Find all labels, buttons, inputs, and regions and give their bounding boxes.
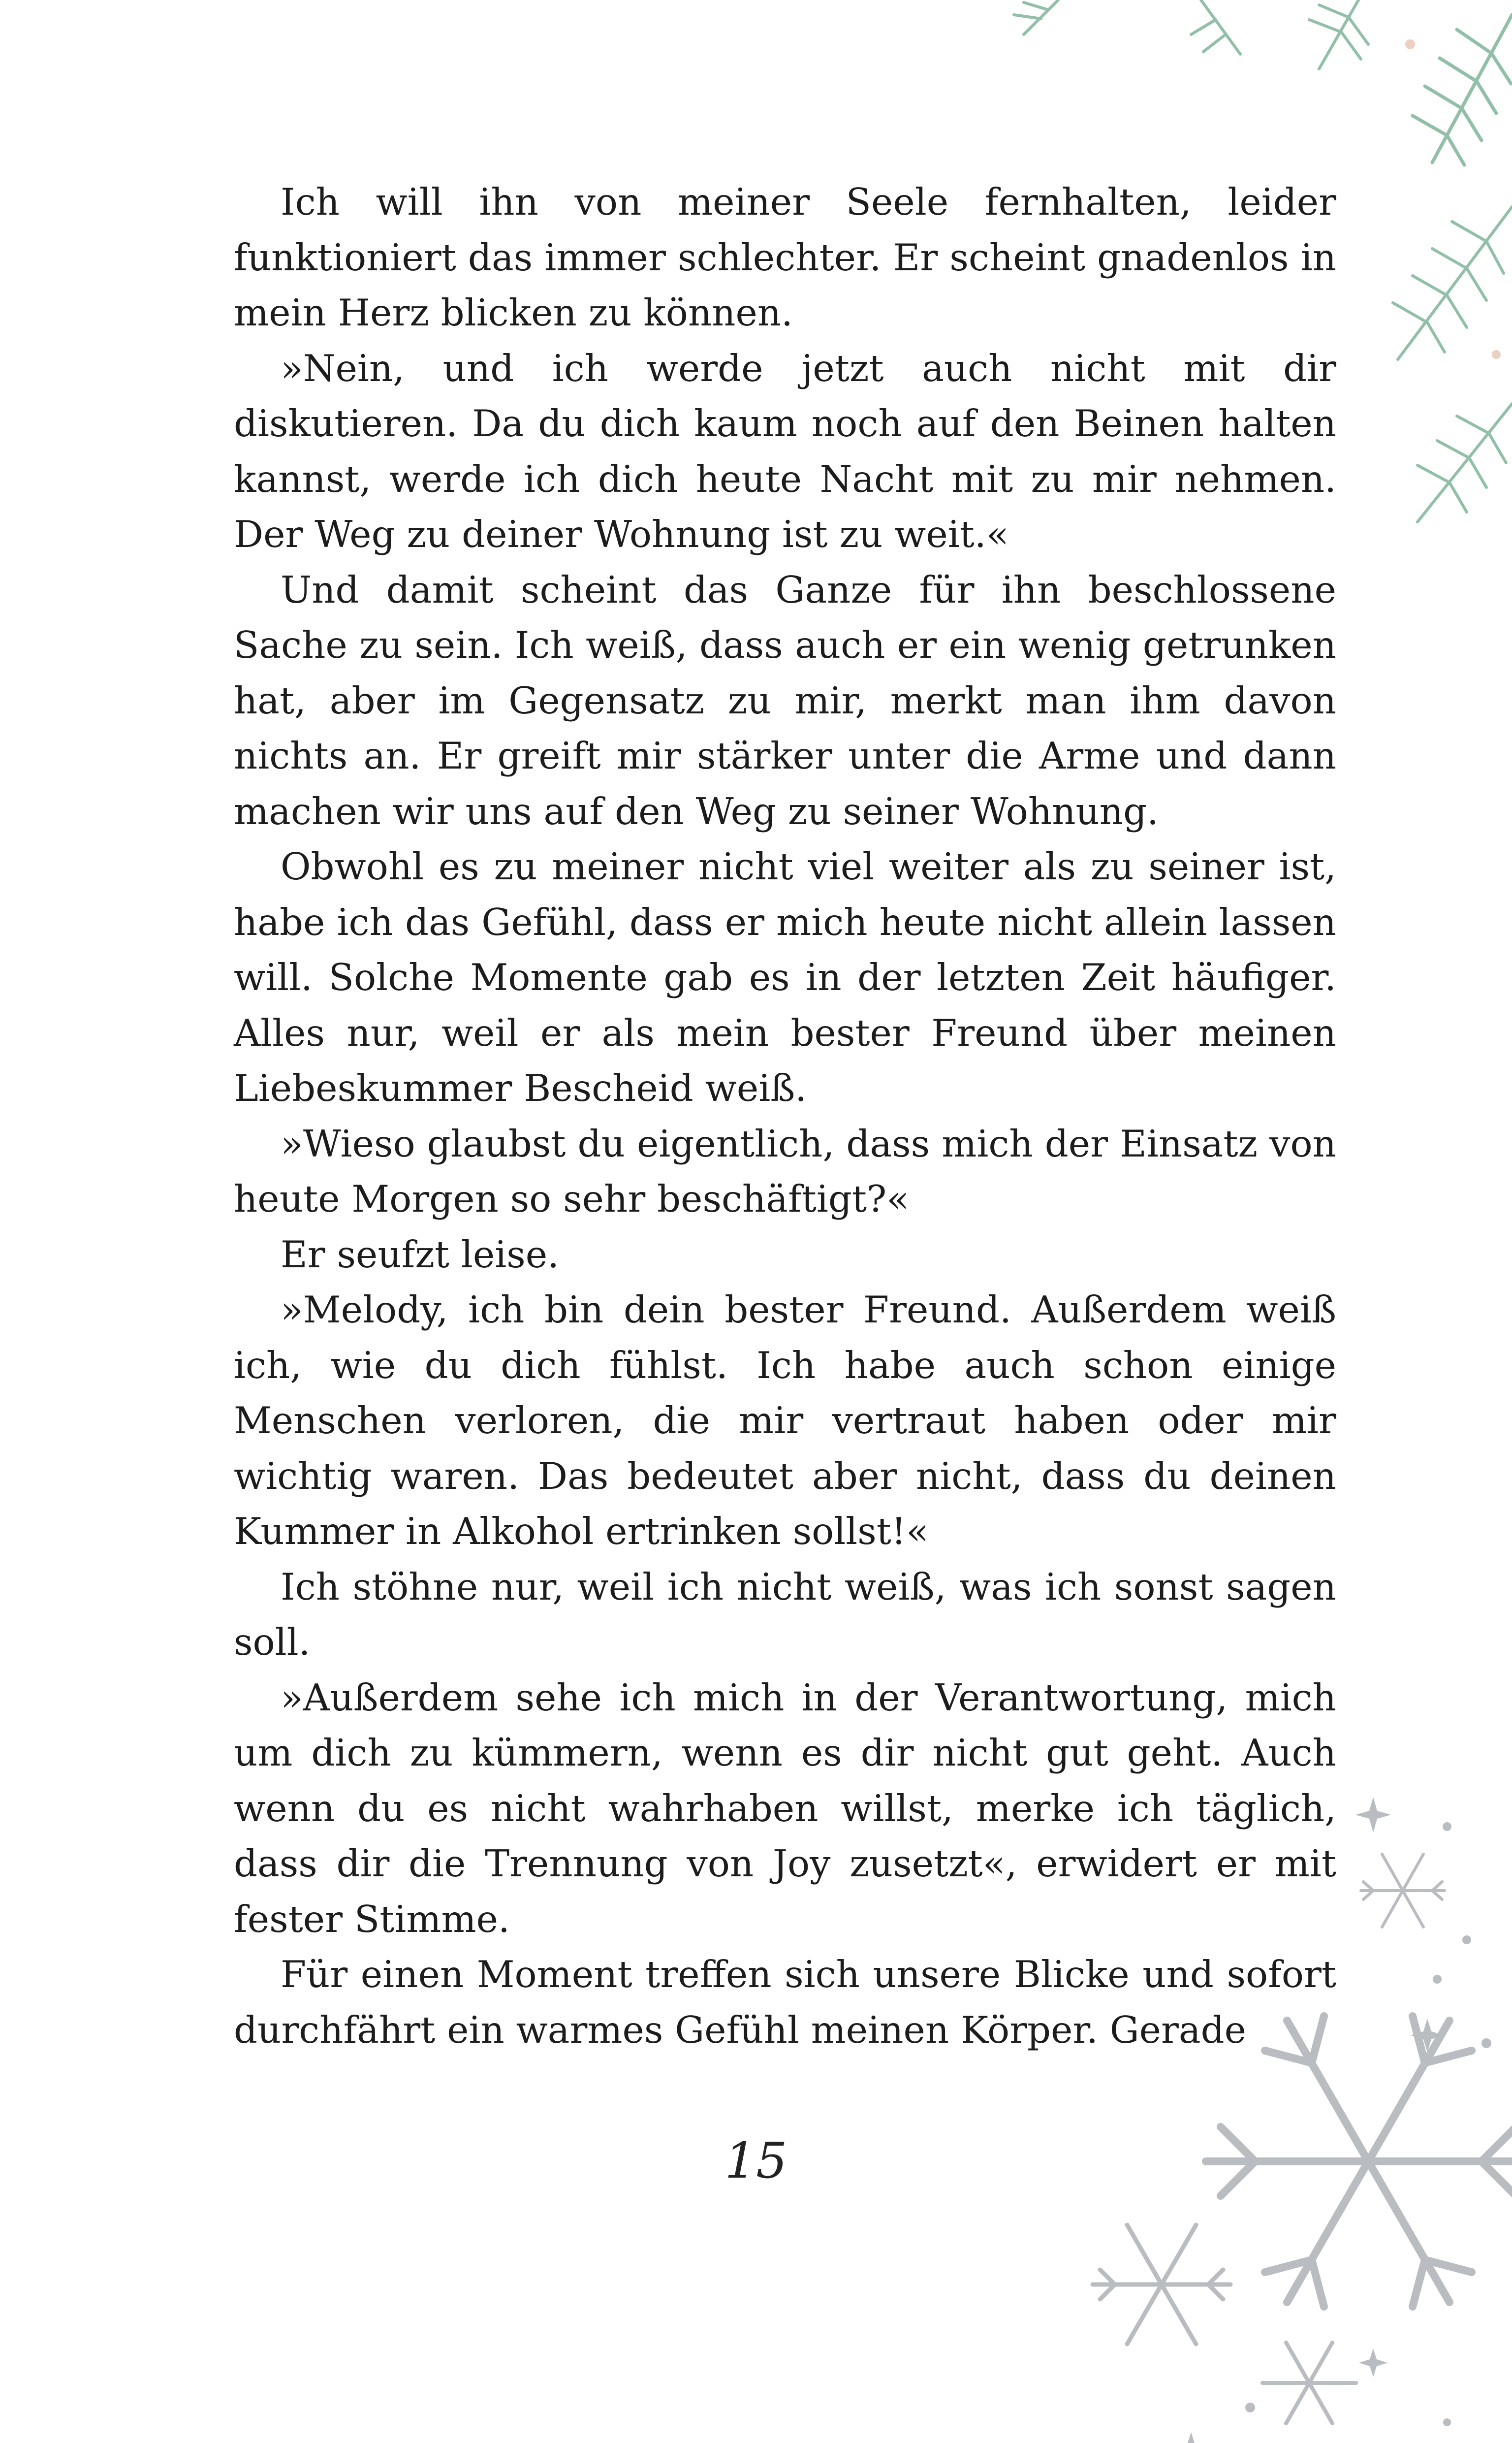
paragraph: Für einen Moment treffen sich unsere Blicke und sofort durchfährt ein warmes Gefühl meinen Körper. Gerade <box>234 1953 1336 2052</box>
body-text <box>234 174 1336 2057</box>
paragraph: »Wieso glaubst du eigentlich, dass mich der Einsatz von heute Morgen so sehr beschäftigt?« <box>234 1122 1336 1221</box>
paragraph: Obwohl es zu meiner nicht viel weiter als zu seiner ist, habe ich das Gefühl, dass er mich heute nicht allein lassen will. Solche Momente gab es in der letzten Zeit häufiger. Alles nur, weil er als mein bester Freund über meinen Liebeskummer Bescheid weiß. <box>234 845 1336 1110</box>
paragraph: »Nein, und ich werde jetzt auch nicht mit dir diskutieren. Da du dich kaum noch auf den Beinen halten kannst, werde ich dich heute Nacht mit zu mir nehmen. Der Weg zu deiner Wohnung ist zu weit.« <box>234 346 1336 556</box>
paragraph: »Außerdem sehe ich mich in der Verantwortung, mich um dich zu kümmern, wenn es dir nicht gut geht. Auch wenn du es nicht wahrhaben willst, merke ich täglich, dass dir die Trennung von Joy zusetzt«, erwidert er mit fester Stimme. <box>234 1675 1336 1941</box>
paragraph: Ich will ihn von meiner Seele fernhalten, leider funktioniert das immer schlechter. Er scheint gnadenlos in mein Herz blicken zu können. <box>234 180 1336 334</box>
paragraph: »Melody, ich bin dein bester Freund. Außerdem weiß ich, wie du dich fühlst. Ich habe auch schon einige Menschen verloren, die mir vertraut haben oder mir wichtig waren. Das bedeutet aber nicht, dass du deinen Kummer in Alkohol ertrinken sollst!« <box>234 1288 1336 1553</box>
paragraph: Ich stöhne nur, weil ich nicht weiß, was ich sonst sagen soll. <box>234 1565 1336 1664</box>
page-number: 15 <box>724 2132 788 2189</box>
paragraph: Er seufzt leise. <box>281 1232 559 1276</box>
paragraph: Und damit scheint das Ganze für ihn beschlossene Sache zu sein. Ich weiß, dass auch er ein wenig getrunken hat, aber im Gegensatz zu mir, merkt man ihm davon nichts an. Er greift mir stärker unter die Arme und dann machen wir uns auf den Weg zu seiner Wohnung. <box>234 568 1336 833</box>
